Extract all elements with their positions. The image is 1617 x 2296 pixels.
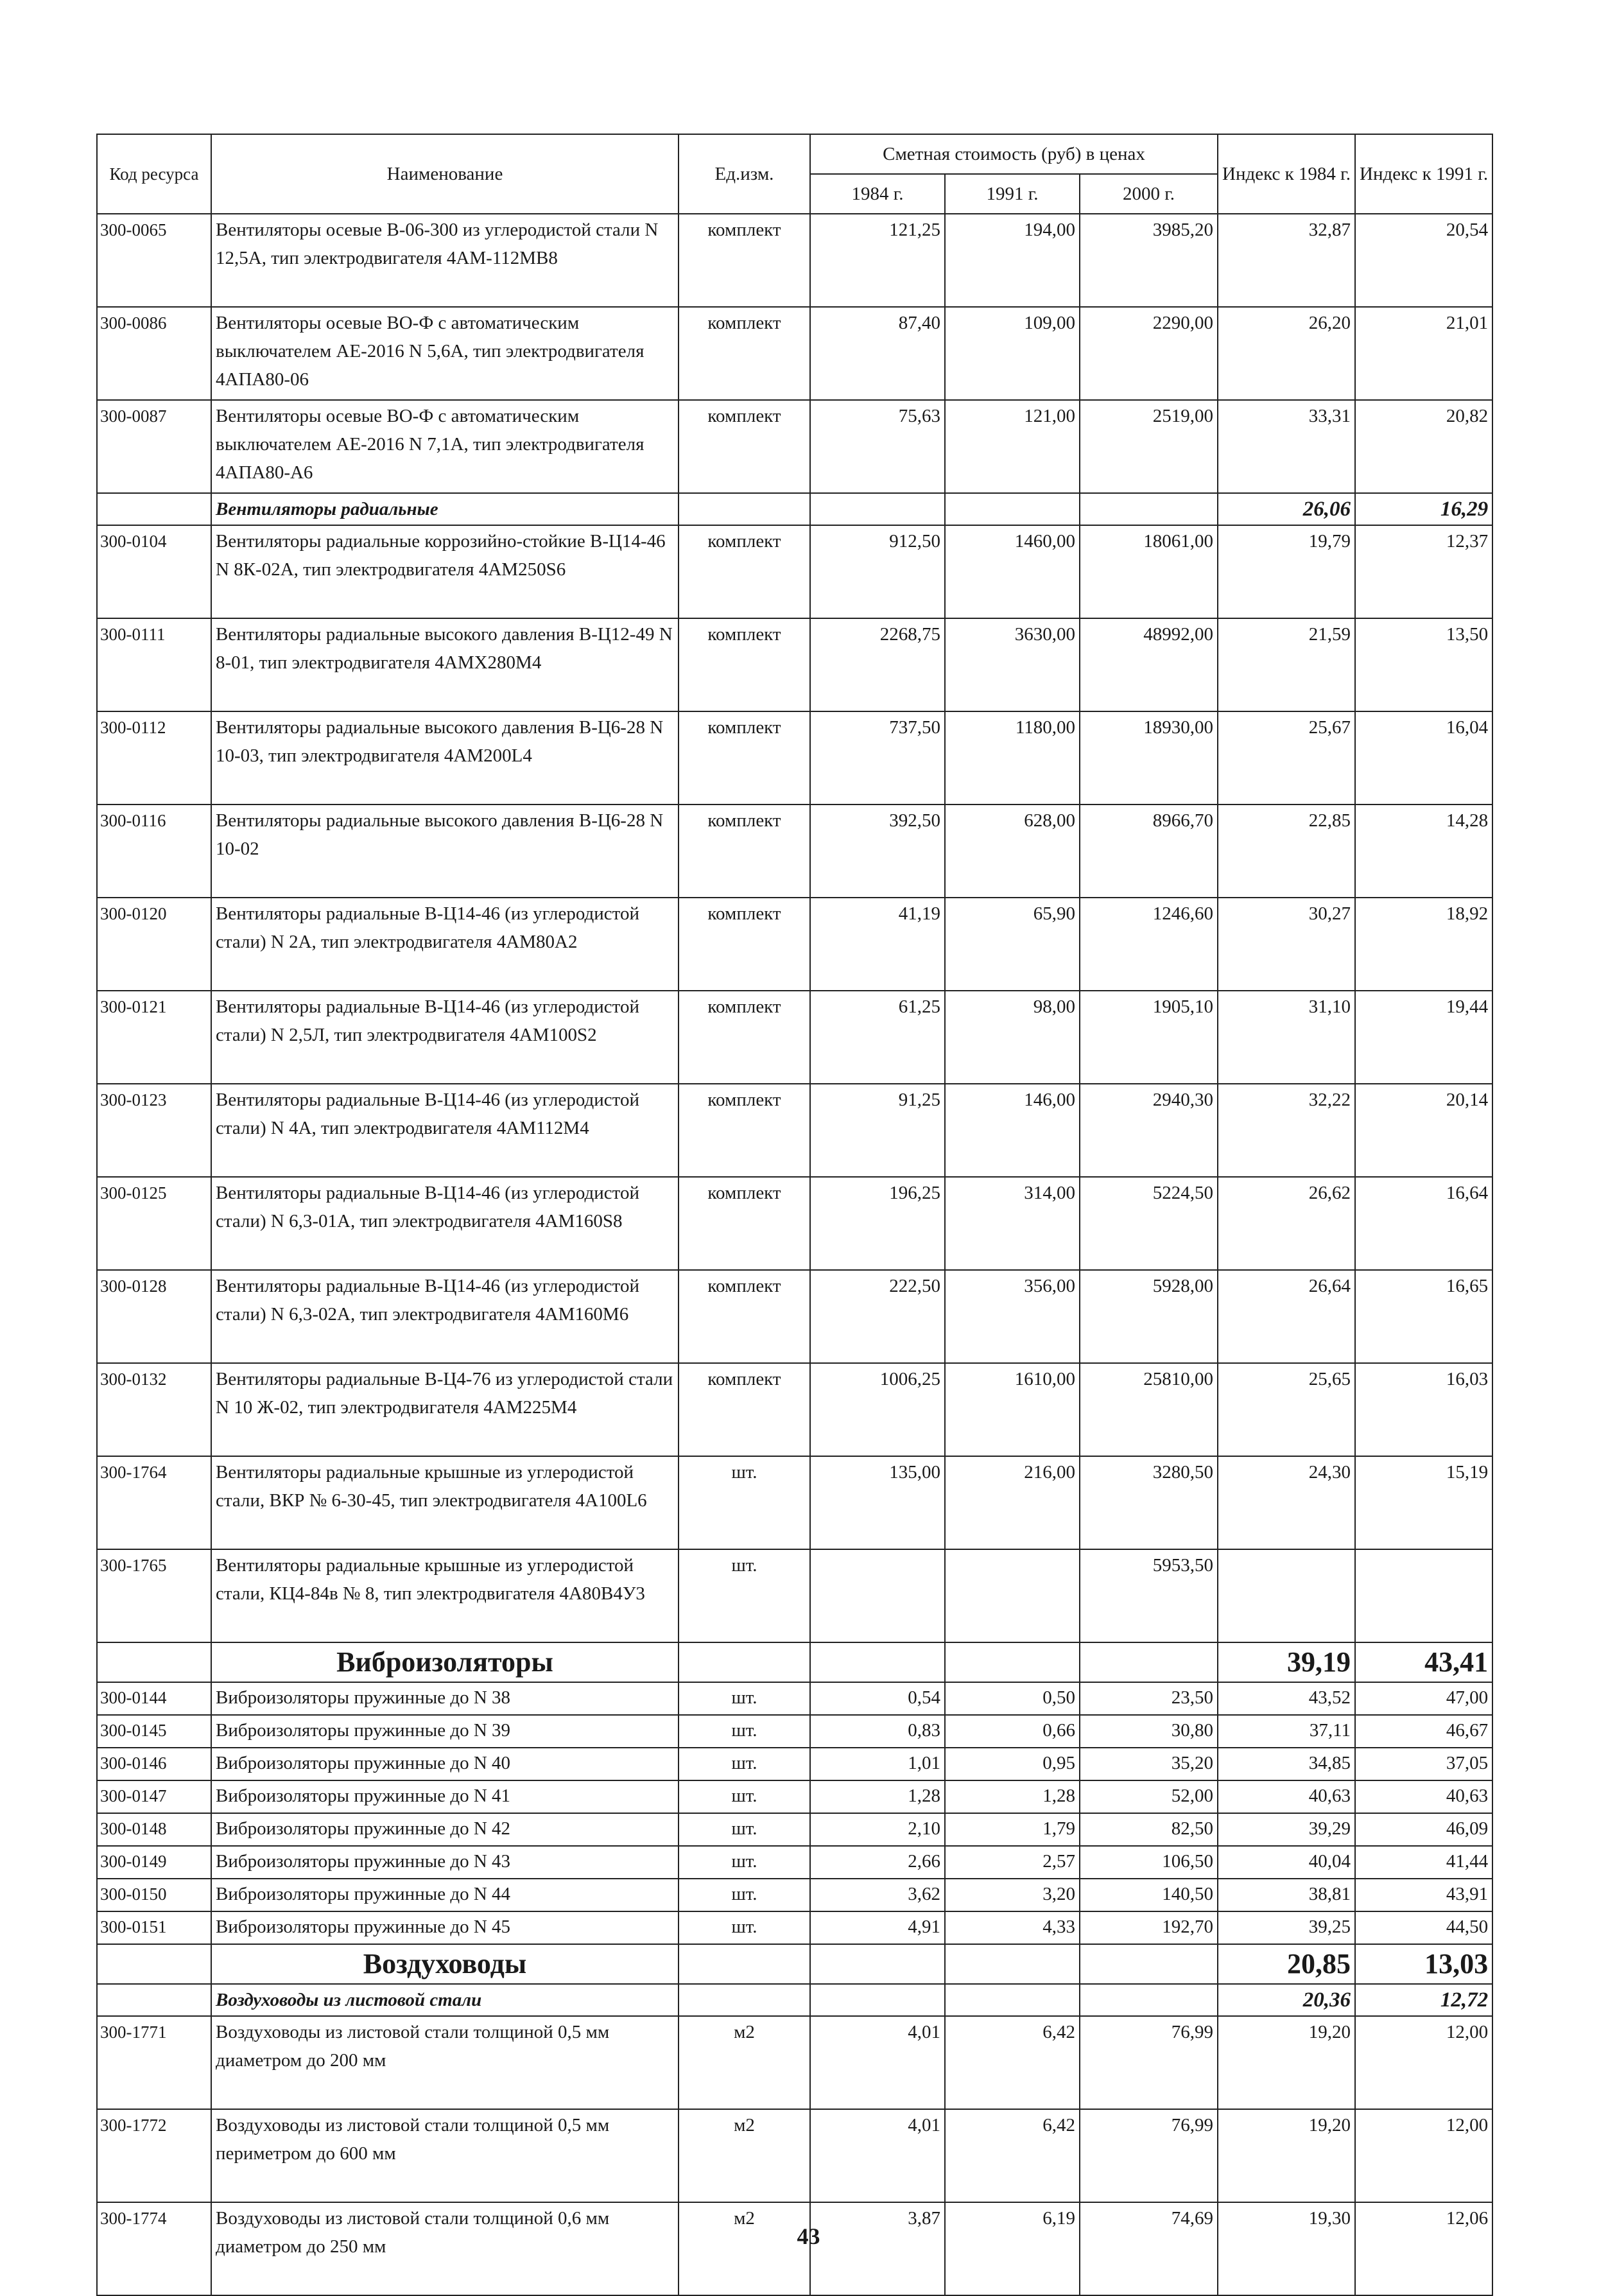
unit-cell: м2: [679, 2202, 810, 2295]
index-1984: 21,59: [1218, 618, 1355, 711]
index-1991: 20,54: [1355, 214, 1492, 307]
table-row: [97, 1177, 1492, 1270]
empty-cell: [97, 1642, 211, 1682]
index-1984: 40,04: [1218, 1846, 1355, 1879]
price-2000: 2290,00: [1080, 307, 1218, 400]
unit-cell: шт.: [679, 1549, 810, 1642]
section-index-1991: 13,03: [1355, 1944, 1492, 1984]
resource-name: Вентиляторы радиальные В-Ц14-46 (из углеродистой стали) N 6,3-01А, тип электродвигателя 4АМ160S8: [211, 1177, 679, 1270]
table-row: [97, 307, 1492, 400]
index-1984: 25,65: [1218, 1363, 1355, 1456]
empty-cell: [810, 1944, 945, 1984]
resource-code: 300-0116: [97, 804, 211, 898]
resource-name: Вентиляторы радиальные высокого давления В-Ц6-28 N 10-02: [211, 804, 679, 898]
price-1984: 4,01: [810, 2016, 945, 2109]
price-2000: 1905,10: [1080, 991, 1218, 1084]
price-1991: 0,50: [945, 1682, 1080, 1715]
subsection-index-1984: 26,06: [1218, 493, 1355, 525]
page-number: 43: [797, 2223, 820, 2249]
resource-code: 300-0104: [97, 525, 211, 618]
price-1991: 6,19: [945, 2202, 1080, 2295]
index-1991: 13,50: [1355, 618, 1492, 711]
price-1991: 2,57: [945, 1846, 1080, 1879]
index-1991: 44,50: [1355, 1911, 1492, 1944]
resource-code: 300-0151: [97, 1911, 211, 1944]
section-index-1991: 43,41: [1355, 1642, 1492, 1682]
table-row: [97, 525, 1492, 618]
resource-name: Воздуховоды из листовой стали толщиной 0,5 мм диаметром до 200 мм: [211, 2016, 679, 2109]
table-row: [97, 1682, 1492, 1715]
resource-code: 300-0087: [97, 400, 211, 493]
empty-cell: [945, 1642, 1080, 1682]
resource-code: 300-1764: [97, 1456, 211, 1549]
resource-code: 300-0120: [97, 898, 211, 991]
empty-cell: [679, 493, 810, 525]
resource-code: 300-0145: [97, 1715, 211, 1748]
index-1991: 37,05: [1355, 1748, 1492, 1780]
resource-code: 300-0125: [97, 1177, 211, 1270]
index-1991: 12,00: [1355, 2016, 1492, 2109]
resource-code: 300-0149: [97, 1846, 211, 1879]
index-1984: 37,11: [1218, 1715, 1355, 1748]
index-1984: 40,63: [1218, 1780, 1355, 1813]
price-2000: 76,99: [1080, 2016, 1218, 2109]
price-2000: 1246,60: [1080, 898, 1218, 991]
price-2000: 30,80: [1080, 1715, 1218, 1748]
price-1991: 6,42: [945, 2016, 1080, 2109]
section-row: [97, 1944, 1492, 1984]
unit-cell: шт.: [679, 1780, 810, 1813]
price-1984: 41,19: [810, 898, 945, 991]
resource-name: Виброизоляторы пружинные до N 42: [211, 1813, 679, 1846]
resource-name: Вентиляторы радиальные крышные из углеродистой стали, ВКР № 6-30-45, тип электродвигателя 4А100L6: [211, 1456, 679, 1549]
resource-name: Виброизоляторы пружинные до N 41: [211, 1780, 679, 1813]
index-1991: 20,14: [1355, 1084, 1492, 1177]
resource-name: Вентиляторы радиальные В-Ц4-76 из углеродистой стали N 10 Ж-02, тип электродвигателя 4АМ225М4: [211, 1363, 679, 1456]
index-1984: 26,20: [1218, 307, 1355, 400]
resource-name: Вентиляторы радиальные В-Ц14-46 (из углеродистой стали) N 6,3-02А, тип электродвигателя 4АМ160М6: [211, 1270, 679, 1363]
index-1984: 25,67: [1218, 711, 1355, 804]
unit-cell: шт.: [679, 1911, 810, 1944]
price-1984: 4,91: [810, 1911, 945, 1944]
price-1991: 65,90: [945, 898, 1080, 991]
index-1984: 19,79: [1218, 525, 1355, 618]
unit-cell: м2: [679, 2016, 810, 2109]
index-1991: 16,03: [1355, 1363, 1492, 1456]
price-2000: 2519,00: [1080, 400, 1218, 493]
price-2000: 3280,50: [1080, 1456, 1218, 1549]
resource-code: 300-1771: [97, 2016, 211, 2109]
index-1984: 19,20: [1218, 2016, 1355, 2109]
unit-cell: шт.: [679, 1879, 810, 1911]
resource-name: Вентиляторы радиальные В-Ц14-46 (из углеродистой стали) N 2А, тип электродвигателя 4АМ80А2: [211, 898, 679, 991]
price-2000: 18930,00: [1080, 711, 1218, 804]
price-1991: 4,33: [945, 1911, 1080, 1944]
price-1991: 194,00: [945, 214, 1080, 307]
price-2000: 140,50: [1080, 1879, 1218, 1911]
empty-cell: [679, 1944, 810, 1984]
index-1984: 33,31: [1218, 400, 1355, 493]
price-1984: 392,50: [810, 804, 945, 898]
resource-code: 300-0144: [97, 1682, 211, 1715]
index-1991: 15,19: [1355, 1456, 1492, 1549]
price-1991: 1,28: [945, 1780, 1080, 1813]
table-row: [97, 1456, 1492, 1549]
price-2000: 23,50: [1080, 1682, 1218, 1715]
resource-name: Вентиляторы радиальные коррозийно-стойкие В-Ц14-46 N 8К-02А, тип электродвигателя 4АМ250S6: [211, 525, 679, 618]
unit-cell: комплект: [679, 1084, 810, 1177]
price-2000: 82,50: [1080, 1813, 1218, 1846]
header-index-1991: Индекс к 1991 г.: [1355, 134, 1492, 214]
price-1984: 0,83: [810, 1715, 945, 1748]
section-title: Воздуховоды: [211, 1944, 679, 1984]
price-1984: 196,25: [810, 1177, 945, 1270]
resource-code: 300-0112: [97, 711, 211, 804]
price-1991: 216,00: [945, 1456, 1080, 1549]
price-2000: 48992,00: [1080, 618, 1218, 711]
index-1991: 46,09: [1355, 1813, 1492, 1846]
table-row: [97, 1748, 1492, 1780]
subsection-index-1984: 20,36: [1218, 1984, 1355, 2016]
price-1991: 146,00: [945, 1084, 1080, 1177]
header-year-2000: 2000 г.: [1080, 174, 1218, 214]
subsection-title: Воздуховоды из листовой стали: [211, 1984, 679, 2016]
resource-code: 300-0065: [97, 214, 211, 307]
price-1984: 2,10: [810, 1813, 945, 1846]
index-1984: 26,62: [1218, 1177, 1355, 1270]
price-1991: 0,95: [945, 1748, 1080, 1780]
index-1991: 16,64: [1355, 1177, 1492, 1270]
resource-code: 300-0111: [97, 618, 211, 711]
index-1991: [1355, 1549, 1492, 1642]
table-row: [97, 898, 1492, 991]
price-1991: [945, 1549, 1080, 1642]
header-code: Код ресурса: [97, 134, 211, 214]
resource-code: 300-0148: [97, 1813, 211, 1846]
empty-cell: [810, 1642, 945, 1682]
resource-code: 300-0128: [97, 1270, 211, 1363]
empty-cell: [1080, 493, 1218, 525]
price-1991: 356,00: [945, 1270, 1080, 1363]
unit-cell: шт.: [679, 1456, 810, 1549]
index-1984: 39,29: [1218, 1813, 1355, 1846]
unit-cell: комплект: [679, 898, 810, 991]
index-1991: 12,37: [1355, 525, 1492, 618]
empty-cell: [97, 1984, 211, 2016]
index-1991: 47,00: [1355, 1682, 1492, 1715]
unit-cell: комплект: [679, 991, 810, 1084]
table-row: [97, 1084, 1492, 1177]
resource-name: Вентиляторы осевые ВО-Ф с автоматическим выключателем АЕ-2016 N 7,1А, тип электродвигателя 4АПА80-А6: [211, 400, 679, 493]
index-1991: 12,00: [1355, 2109, 1492, 2202]
index-1991: 40,63: [1355, 1780, 1492, 1813]
header-year-1984: 1984 г.: [810, 174, 945, 214]
price-1991: 1610,00: [945, 1363, 1080, 1456]
resource-code: 300-1765: [97, 1549, 211, 1642]
price-1984: 3,62: [810, 1879, 945, 1911]
price-1991: 1180,00: [945, 711, 1080, 804]
header-cost-group: Сметная стоимость (руб) в ценах: [810, 134, 1218, 174]
price-1984: 3,87: [810, 2202, 945, 2295]
index-1984: 19,30: [1218, 2202, 1355, 2295]
unit-cell: комплект: [679, 618, 810, 711]
table-row: [97, 804, 1492, 898]
subsection-row: [97, 1984, 1492, 2016]
resource-name: Вентиляторы осевые ВО-Ф с автоматическим выключателем АЕ-2016 N 5,6А, тип электродвигателя 4АПА80-06: [211, 307, 679, 400]
resource-name: Вентиляторы радиальные В-Ц14-46 (из углеродистой стали) N 2,5Л, тип электродвигателя 4АМ100S2: [211, 991, 679, 1084]
price-1984: 2,66: [810, 1846, 945, 1879]
price-1991: 121,00: [945, 400, 1080, 493]
resource-name: Вентиляторы радиальные высокого давления В-Ц12-49 N 8-01, тип электродвигателя 4АМХ280М4: [211, 618, 679, 711]
index-1991: 14,28: [1355, 804, 1492, 898]
table-row: [97, 1813, 1492, 1846]
price-2000: 5953,50: [1080, 1549, 1218, 1642]
index-1991: 46,67: [1355, 1715, 1492, 1748]
resource-code: 300-1774: [97, 2202, 211, 2295]
price-1984: 0,54: [810, 1682, 945, 1715]
index-1991: 18,92: [1355, 898, 1492, 991]
resource-code: 300-0123: [97, 1084, 211, 1177]
price-2000: 74,69: [1080, 2202, 1218, 2295]
empty-cell: [97, 1944, 211, 1984]
subsection-row: [97, 493, 1492, 525]
resource-name: Виброизоляторы пружинные до N 43: [211, 1846, 679, 1879]
resource-name: Виброизоляторы пружинные до N 44: [211, 1879, 679, 1911]
price-1991: 6,42: [945, 2109, 1080, 2202]
empty-cell: [810, 493, 945, 525]
table-header: [97, 134, 1492, 214]
index-1991: 16,65: [1355, 1270, 1492, 1363]
index-1991: 43,91: [1355, 1879, 1492, 1911]
resource-code: 300-0121: [97, 991, 211, 1084]
empty-cell: [810, 1984, 945, 2016]
section-title: Виброизоляторы: [211, 1642, 679, 1682]
unit-cell: комплект: [679, 214, 810, 307]
price-2000: 35,20: [1080, 1748, 1218, 1780]
index-1991: 19,44: [1355, 991, 1492, 1084]
index-1984: 38,81: [1218, 1879, 1355, 1911]
empty-cell: [945, 493, 1080, 525]
section-row: [97, 1642, 1492, 1682]
index-1984: [1218, 1549, 1355, 1642]
index-1991: 41,44: [1355, 1846, 1492, 1879]
index-1984: 30,27: [1218, 898, 1355, 991]
empty-cell: [945, 1944, 1080, 1984]
index-1991: 12,06: [1355, 2202, 1492, 2295]
header-unit: Ед.изм.: [679, 134, 810, 214]
table-row: [97, 400, 1492, 493]
index-1984: 34,85: [1218, 1748, 1355, 1780]
table-row: [97, 2109, 1492, 2202]
index-1984: 26,64: [1218, 1270, 1355, 1363]
unit-cell: шт.: [679, 1813, 810, 1846]
price-1984: 912,50: [810, 525, 945, 618]
resource-name: Виброизоляторы пружинные до N 40: [211, 1748, 679, 1780]
price-1984: 135,00: [810, 1456, 945, 1549]
price-1991: 314,00: [945, 1177, 1080, 1270]
table-row: [97, 711, 1492, 804]
section-index-1984: 39,19: [1218, 1642, 1355, 1682]
index-1984: 22,85: [1218, 804, 1355, 898]
empty-cell: [97, 493, 211, 525]
table-body: [97, 214, 1492, 2295]
unit-cell: шт.: [679, 1846, 810, 1879]
resource-code: 300-0147: [97, 1780, 211, 1813]
unit-cell: шт.: [679, 1682, 810, 1715]
resource-name: Вентиляторы радиальные крышные из углеродистой стали, КЦ4-84в № 8, тип электродвигателя 4А80В4У3: [211, 1549, 679, 1642]
unit-cell: м2: [679, 2109, 810, 2202]
index-1991: 21,01: [1355, 307, 1492, 400]
unit-cell: комплект: [679, 525, 810, 618]
index-1991: 16,04: [1355, 711, 1492, 804]
table-row: [97, 991, 1492, 1084]
table-row: [97, 1780, 1492, 1813]
price-1984: 4,01: [810, 2109, 945, 2202]
unit-cell: комплект: [679, 804, 810, 898]
unit-cell: комплект: [679, 1363, 810, 1456]
index-1984: 24,30: [1218, 1456, 1355, 1549]
unit-cell: комплект: [679, 307, 810, 400]
header-year-1991: 1991 г.: [945, 174, 1080, 214]
table-row: [97, 1363, 1492, 1456]
resource-name: Виброизоляторы пружинные до N 45: [211, 1911, 679, 1944]
table-row: [97, 2016, 1492, 2109]
price-2000: 192,70: [1080, 1911, 1218, 1944]
table-row: [97, 618, 1492, 711]
header-name: Наименование: [211, 134, 679, 214]
price-2000: 5224,50: [1080, 1177, 1218, 1270]
subsection-index-1991: 12,72: [1355, 1984, 1492, 2016]
index-1984: 39,25: [1218, 1911, 1355, 1944]
resource-name: Воздуховоды из листовой стали толщиной 0,5 мм периметром до 600 мм: [211, 2109, 679, 2202]
resource-code: 300-0086: [97, 307, 211, 400]
unit-cell: комплект: [679, 1177, 810, 1270]
resource-name: Вентиляторы радиальные высокого давления В-Ц6-28 N 10-03, тип электродвигателя 4АМ200L4: [211, 711, 679, 804]
resource-code: 300-0150: [97, 1879, 211, 1911]
price-2000: 106,50: [1080, 1846, 1218, 1879]
table-row: [97, 1911, 1492, 1944]
empty-cell: [1080, 1984, 1218, 2016]
resource-code: 300-0132: [97, 1363, 211, 1456]
price-1984: 61,25: [810, 991, 945, 1084]
table-row: [97, 1270, 1492, 1363]
price-1984: 87,40: [810, 307, 945, 400]
unit-cell: комплект: [679, 1270, 810, 1363]
empty-cell: [679, 1642, 810, 1682]
unit-cell: шт.: [679, 1748, 810, 1780]
index-1984: 32,22: [1218, 1084, 1355, 1177]
price-1991: 628,00: [945, 804, 1080, 898]
price-2000: 52,00: [1080, 1780, 1218, 1813]
price-1984: 1006,25: [810, 1363, 945, 1456]
price-2000: 5928,00: [1080, 1270, 1218, 1363]
price-1984: 222,50: [810, 1270, 945, 1363]
index-1984: 32,87: [1218, 214, 1355, 307]
price-2000: 2940,30: [1080, 1084, 1218, 1177]
index-1984: 43,52: [1218, 1682, 1355, 1715]
price-1984: 121,25: [810, 214, 945, 307]
index-1991: 20,82: [1355, 400, 1492, 493]
section-index-1984: 20,85: [1218, 1944, 1355, 1984]
resource-name: Виброизоляторы пружинные до N 39: [211, 1715, 679, 1748]
price-2000: 8966,70: [1080, 804, 1218, 898]
price-1984: 1,01: [810, 1748, 945, 1780]
price-1984: 2268,75: [810, 618, 945, 711]
table-row: [97, 1846, 1492, 1879]
price-1991: 0,66: [945, 1715, 1080, 1748]
table-row: [97, 1549, 1492, 1642]
empty-cell: [945, 1984, 1080, 2016]
price-1984: 75,63: [810, 400, 945, 493]
price-1991: 1460,00: [945, 525, 1080, 618]
price-2000: 25810,00: [1080, 1363, 1218, 1456]
resource-name: Вентиляторы радиальные В-Ц14-46 (из углеродистой стали) N 4А, тип электродвигателя 4АМ112М4: [211, 1084, 679, 1177]
unit-cell: комплект: [679, 711, 810, 804]
index-1984: 31,10: [1218, 991, 1355, 1084]
empty-cell: [1080, 1642, 1218, 1682]
subsection-title: Вентиляторы радиальные: [211, 493, 679, 525]
price-1991: 1,79: [945, 1813, 1080, 1846]
price-1984: 91,25: [810, 1084, 945, 1177]
unit-cell: шт.: [679, 1715, 810, 1748]
price-1984: [810, 1549, 945, 1642]
resource-name: Виброизоляторы пружинные до N 38: [211, 1682, 679, 1715]
resource-name: Воздуховоды из листовой стали толщиной 0,6 мм диаметром до 250 мм: [211, 2202, 679, 2295]
table-row: [97, 1715, 1492, 1748]
price-1991: 109,00: [945, 307, 1080, 400]
resource-name: Вентиляторы осевые В-06-300 из углеродистой стали N 12,5А, тип электродвигателя 4АМ-112МВ8: [211, 214, 679, 307]
index-1984: 19,20: [1218, 2109, 1355, 2202]
price-1984: 1,28: [810, 1780, 945, 1813]
price-2000: 3985,20: [1080, 214, 1218, 307]
price-1984: 737,50: [810, 711, 945, 804]
price-2000: 18061,00: [1080, 525, 1218, 618]
price-1991: 98,00: [945, 991, 1080, 1084]
price-1991: 3630,00: [945, 618, 1080, 711]
table-row: [97, 1879, 1492, 1911]
resource-code: 300-0146: [97, 1748, 211, 1780]
price-table: [96, 134, 1493, 2296]
unit-cell: комплект: [679, 400, 810, 493]
empty-cell: [1080, 1944, 1218, 1984]
table-row: [97, 214, 1492, 307]
empty-cell: [679, 1984, 810, 2016]
price-1991: 3,20: [945, 1879, 1080, 1911]
subsection-index-1991: 16,29: [1355, 493, 1492, 525]
resource-code: 300-1772: [97, 2109, 211, 2202]
header-index-1984: Индекс к 1984 г.: [1218, 134, 1355, 214]
price-2000: 76,99: [1080, 2109, 1218, 2202]
